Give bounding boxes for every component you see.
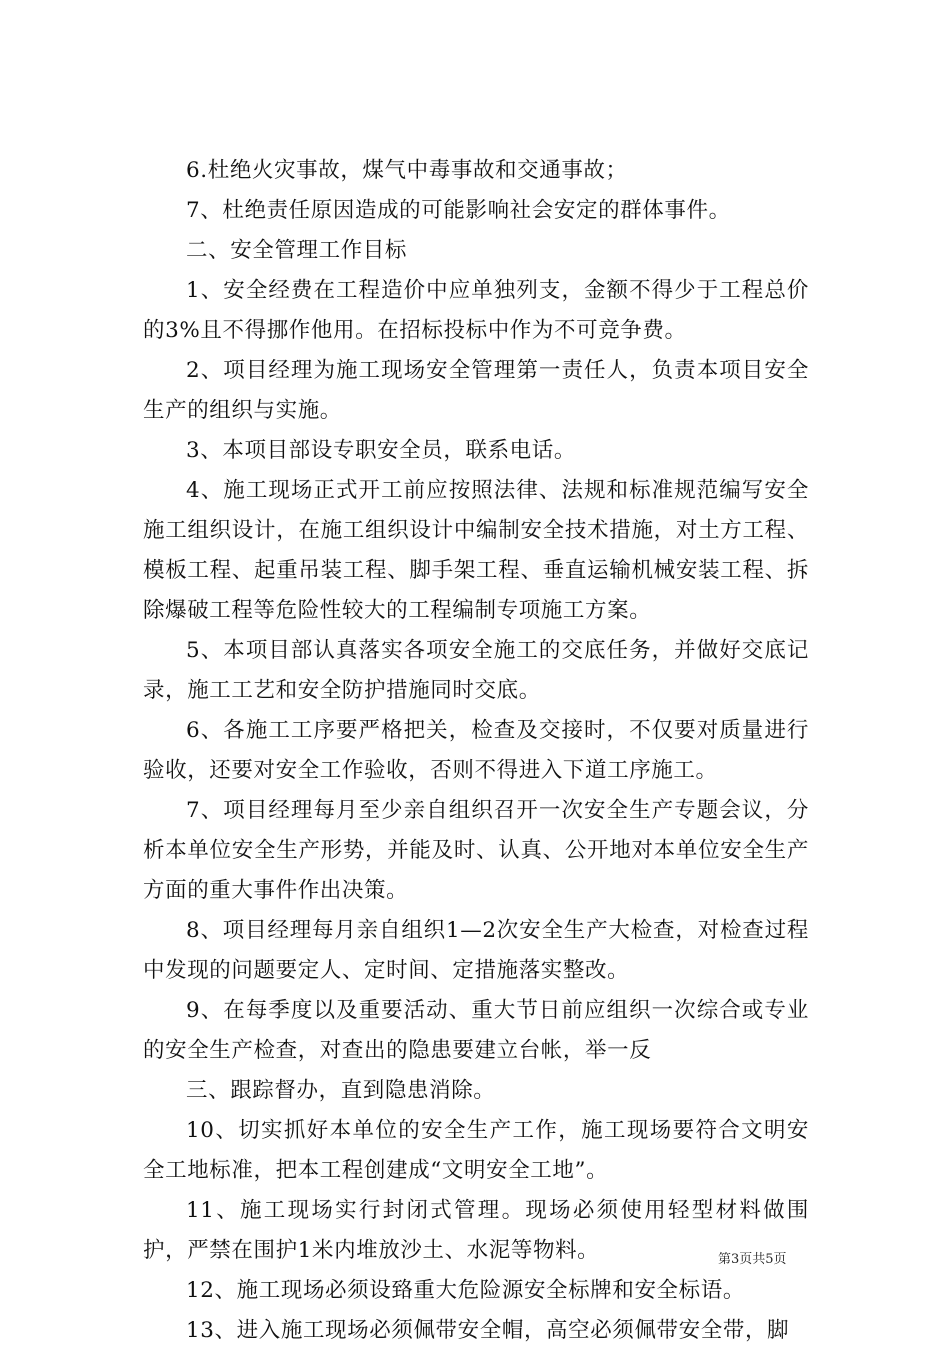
paragraph-10: 8、项目经理每月亲自组织1—2次安全生产大检查，对检查过程中发现的问题要定人、定时间、定措施落实整改。: [143, 918, 809, 983]
page-number: 第3页共5页: [718, 1252, 787, 1267]
paragraph-9: 7、项目经理每月至少亲自组织召开一次安全生产专题会议，分析本单位安全生产形势，并能及时、认真、公开地对本单位安全生产方面的重大事件作出决策。: [143, 798, 809, 903]
paragraph-7: 5、本项目部认真落实各项安全施工的交底任务，并做好交底记录，施工工艺和安全防护措施同时交底。: [143, 638, 809, 703]
paragraph-4: 2、项目经理为施工现场安全管理第一责任人，负责本项目安全生产的组织与实施。: [143, 358, 809, 423]
paragraph-11: 9、在每季度以及重要活动、重大节日前应组织一次综合或专业的安全生产检查，对查出的隐患要建立台帐，举一反: [143, 998, 809, 1063]
paragraph-15: 13、进入施工现场必须佩带安全帽，高空必须佩带安全带，脚: [186, 1318, 790, 1343]
paragraph-13: 11、施工现场实行封闭式管理。现场必须使用轻型材料做围护，严禁在围护1米内堆放沙土、水泥等物料。: [143, 1198, 809, 1263]
paragraph-5: 3、本项目部设专职安全员，联系电话。: [186, 438, 576, 463]
paragraph-14: 12、施工现场必须设臵重大危险源安全标牌和安全标语。: [186, 1278, 745, 1303]
paragraph-12: 10、切实抓好本单位的安全生产工作，施工现场要符合文明安全工地标准，把本工程创建成“文明安全工地”。: [143, 1118, 809, 1183]
paragraph-6: 4、施工现场正式开工前应按照法律、法规和标准规范编写安全施工组织设计，在施工组织设计中编制安全技术措施，对土方工程、模板工程、起重吊装工程、脚手架工程、垂直运输机械安装工程、拆除爆破工程等危险性较大的工程编制专项施工方案。: [143, 478, 809, 623]
section-heading-3: 三、跟踪督办，直到隐患消除。: [186, 1078, 496, 1103]
document-body: [143, 151, 809, 1351]
paragraph-3: 1、安全经费在工程造价中应单独列支，金额不得少于工程总价的3%且不得挪作他用。在招标投标中作为不可竞争费。: [143, 278, 809, 343]
paragraph-8: 6、各施工工序要严格把关，检查及交接时，不仅要对质量进行验收，还要对安全工作验收，否则不得进入下道工序施工。: [143, 718, 809, 783]
paragraph-2: 7、杜绝责任原因造成的可能影响社会安定的群体事件。: [186, 198, 731, 223]
section-heading-2: 二、安全管理工作目标: [186, 238, 408, 263]
paragraph-1: 6.杜绝火灾事故，煤气中毒事故和交通事故；: [186, 158, 628, 183]
